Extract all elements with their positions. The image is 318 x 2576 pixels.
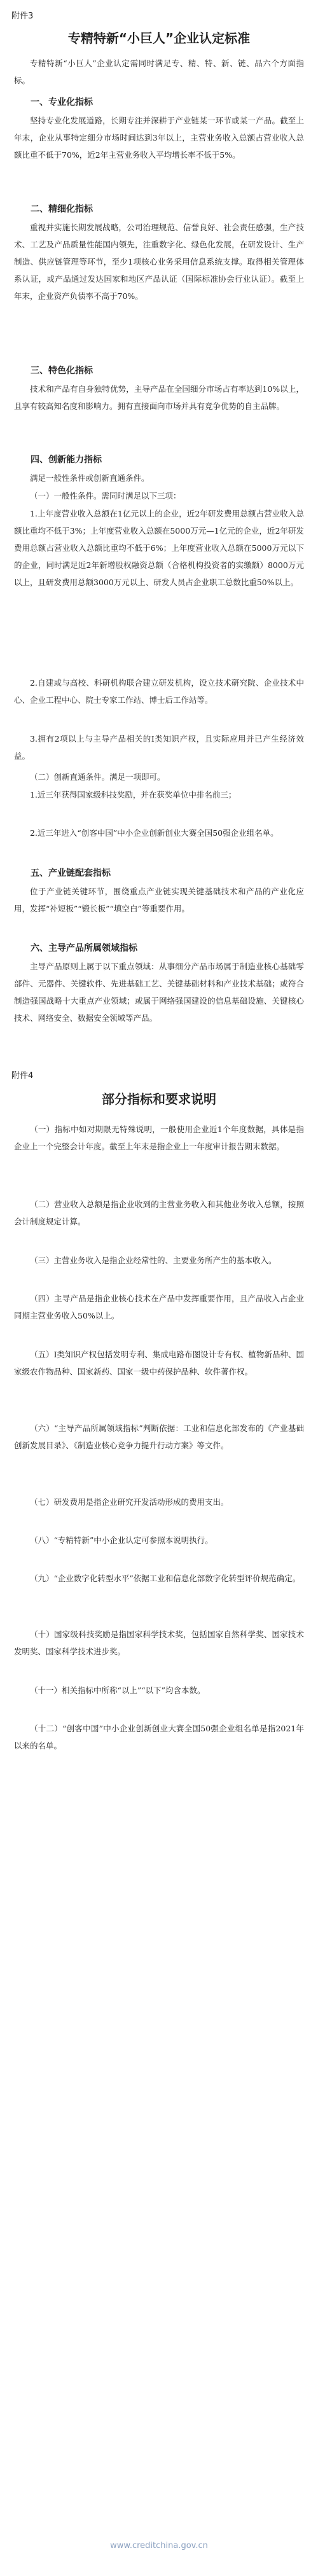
body-paragraph: （二）营业收入总额是指企业收到的主营业务收入和其他业务收入总额，按照会计制度规定计算。 [14,1200,304,1226]
body-paragraph: 2.近三年进入“创客中国”中小企业创新创业大赛全国50强企业组名单。 [30,828,279,838]
section-heading: 一、专业化指标 [31,97,93,107]
body-paragraph: （十）国家级科技奖励是指国家科学技术奖，包括国家自然科学奖、国家技术发明奖、国家科学技术进步奖。 [14,1630,304,1656]
body-paragraph: （九）“企业数字化转型水平”依据工业和信息化部数字化转型评价规范确定。 [30,1574,301,1583]
body-paragraph: 坚持专业化发展道路，长期专注并深耕于产业链某一环节或某一产品。截至上年末，企业从事特定细分市场时间达到3年以上，主营业务收入总额占营业收入总额比重不低于70%，近2年主营业务收入平均增长率不低于5%。 [14,116,304,160]
body-paragraph: 3.拥有2项以上与主导产品相关的Ⅰ类知识产权，且实际应用并已产生经济效益。 [14,734,304,761]
watermark [0,2519,318,2570]
body-paragraph: 技术和产品有自身独特优势，主导产品在全国细分市场占有率达到10%以上，且享有较高知名度和影响力。拥有直接面向市场并具有竞争优势的自主品牌。 [14,384,304,411]
body-paragraph: （十一）相关指标中所称“以上”“以下”均含本数。 [30,1686,205,1695]
body-paragraph: 满足一般性条件或创新直通条件。 [30,473,149,483]
section-heading: 四、创新能力指标 [31,455,102,465]
watermark-text: www.creditchina.gov.cn [110,2541,208,2551]
body-paragraph: 1.上年度营业收入总额在1亿元以上的企业，近2年研发费用总额占营业收入总额比重均不低于3%；上年度营业收入总额在5000万元—1亿元的企业，近2年研发费用总额占营业收入总额比重均不低于6%；上年度营业收入总额在5000万元以下的企业，同时满足近2年新增股权融资总额（合格机构投资者的实缴额）8000万元以上，且研发费用总额3000万元以上、研发人员占企业职工总数比重50%以上。 [14,509,304,587]
body-paragraph: （六）“主导产品所属领域指标”判断依据：工业和信息化部发布的《产业基础创新发展目录》、《制造业核心竞争力提升行动方案》等文件。 [14,1423,304,1450]
body-paragraph: （三）主营业务收入是指企业经常性的、主要业务所产生的基本收入。 [30,1256,277,1265]
body-paragraph: （二）创新直通条件。满足一项即可。 [30,772,165,782]
section-heading: 三、特色化指标 [31,366,93,376]
body-paragraph: （七）研发费用是指企业研究开发活动形成的费用支出。 [30,1497,229,1507]
section-heading: 六、主导产品所属领域指标 [31,943,137,953]
section-heading: 五、产业链配套指标 [31,868,111,878]
section-heading: 二、精细化指标 [31,204,93,214]
body-paragraph: （四）主导产品是指企业核心技术在产品中发挥重要作用，且产品收入占企业同期主营业务收入50%以上。 [14,1294,304,1320]
body-paragraph: 1.近三年获得国家级科技奖励，并在获奖单位中排名前三； [30,790,237,800]
body-paragraph: （一）一般性条件。需同时满足以下三项： [30,491,181,501]
body-paragraph: （一）指标中如对期限无特殊说明，一般使用企业近1个年度数据，具体是指企业上一个完整会计年度。截至上年末是指企业上一年度审计报告期末数据。 [14,1125,304,1151]
body-paragraph: （五）Ⅰ类知识产权包括发明专利、集成电路布图设计专有权、植物新品种、国家级农作物品种、国家新药、国家一级中药保护品种、软件著作权。 [14,1350,304,1376]
body-paragraph: 位于产业链关键环节，围绕重点产业链实现关键基础技术和产品的产业化应用，发挥“补短板”“锻长板”“填空白”等重要作用。 [14,887,304,913]
body-paragraph: 重视并实施长期发展战略，公司治理规范、信誉良好、社会责任感强，生产技术、工艺及产品质量性能国内领先，注重数字化、绿色化发展，在研发设计、生产制造、供应链管理等环节，至少1项核心业务采用信息系统支撑。取得相关管理体系认证，或产品通过发达国家和地区产品认证（国际标准协会行业认证）。截至上年末，企业资产负债率不高于70%。 [14,223,304,301]
page-title: 专精特新“小巨人”企业认定标准 [67,31,251,46]
body-paragraph: （十二）“创客中国”中小企业创新创业大赛全国50强企业组名单是指2021年以来的名单。 [14,1724,304,1750]
body-paragraph: 主导产品原则上属于以下重点领域：从事细分产品市场属于制造业核心基础零部件、元器件、关键软件、先进基础工艺、关键基础材料和产业技术基础；或符合制造强国战略十大重点产业领域；或属于网络强国建设的信息基础设施、关键核心技术、网络安全、数据安全领域等产品。 [14,962,304,1023]
annex-label: 附件4 [11,1071,34,1081]
page-title: 部分指标和要求说明 [102,1091,216,1107]
body-paragraph: 2.自建或与高校、科研机构联合建立研发机构，设立技术研究院、企业技术中心、企业工程中心、院士专家工作站、博士后工作站等。 [14,678,304,705]
annex-label: 附件3 [11,11,34,21]
body-paragraph: （八）“专精特新”中小企业认定可参照本说明执行。 [30,1535,213,1545]
intro-paragraph: 专精特新“小巨人”企业认定需同时满足专、精、特、新、链、品六个方面指标。 [14,59,304,85]
